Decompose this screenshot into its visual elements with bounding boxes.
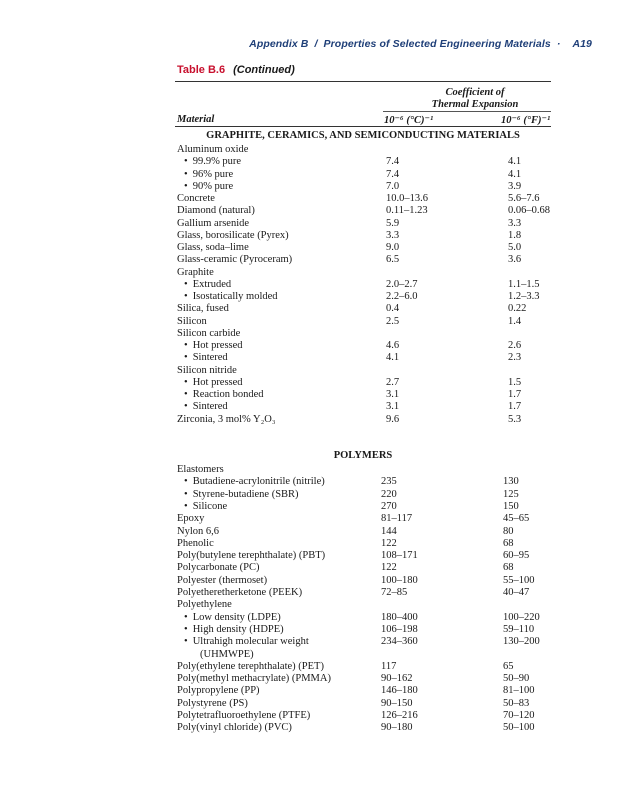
value-celsius: 270: [381, 500, 397, 512]
running-head-separator: /: [314, 38, 318, 50]
material-name: • Silicone: [184, 501, 227, 513]
material-name: Epoxy: [177, 513, 205, 525]
value-fahrenheit: 3.3: [508, 217, 522, 229]
value-fahrenheit: 1.7: [508, 389, 522, 400]
value-fahrenheit: 5.0: [508, 242, 522, 253]
value-fahrenheit: 4.1: [508, 156, 522, 168]
value-fahrenheit: 65: [503, 660, 514, 672]
value-celsius: 9.0: [386, 242, 400, 253]
value-celsius: 106–198: [381, 623, 418, 635]
value-celsius: 90–162: [381, 673, 413, 685]
value-celsius: 5.9: [386, 217, 400, 229]
table-top-rule: [175, 81, 551, 82]
material-name: Poly(ethylene terephthalate) (PET): [177, 660, 324, 672]
material-name: Polytetrafluoroethylene (PTFE): [177, 710, 311, 721]
section-title-ceramics: GRAPHITE, CERAMICS, AND SEMICONDUCTING MATERIALS: [206, 130, 520, 141]
value-fahrenheit: 2.6: [508, 340, 522, 351]
value-celsius: 0.11–1.23: [386, 205, 428, 217]
value-fahrenheit: 150: [503, 500, 519, 512]
value-fahrenheit: 40–47: [503, 587, 530, 598]
value-fahrenheit: 50–90: [503, 673, 530, 685]
value-fahrenheit: 59–110: [503, 623, 535, 635]
material-name: Concrete: [177, 193, 215, 204]
value-fahrenheit: 45–65: [503, 513, 530, 525]
value-fahrenheit: 1.4: [508, 315, 522, 327]
value-celsius: 2.0–2.7: [386, 278, 418, 290]
material-name: • Butadiene-acrylonitrile (nitrile): [184, 476, 325, 488]
value-fahrenheit: 0.22: [508, 303, 527, 315]
value-celsius: 10.0–13.6: [386, 193, 428, 204]
material-name: Polypropylene (PP): [177, 685, 260, 697]
material-name: Graphite: [177, 266, 214, 278]
value-celsius: 2.5: [386, 315, 400, 327]
material-name: Glass, soda–lime: [177, 242, 249, 253]
material-name: Polyester (thermoset): [177, 574, 268, 586]
value-fahrenheit: 1.1–1.5: [508, 278, 540, 290]
value-celsius: 7.0: [386, 180, 400, 192]
value-fahrenheit: 130–200: [503, 636, 540, 648]
material-name: Poly(vinyl chloride) (PVC): [177, 722, 292, 734]
value-fahrenheit: 60–95: [503, 550, 530, 562]
value-celsius: 220: [381, 488, 397, 500]
value-fahrenheit: 55–100: [503, 574, 535, 586]
material-name: Phenolic: [177, 537, 214, 549]
value-celsius: 2.2–6.0: [386, 291, 418, 302]
header-unit-fahrenheit: 10⁻⁶ (°F)⁻¹: [501, 115, 551, 126]
value-celsius: 3.1: [386, 389, 400, 400]
material-name: Aluminum oxide: [177, 144, 249, 155]
value-fahrenheit: 50–100: [503, 722, 535, 734]
material-name: • Low density (LDPE): [184, 612, 281, 624]
value-fahrenheit: 4.1: [508, 168, 522, 180]
value-fahrenheit: 100–220: [503, 611, 540, 623]
value-celsius: 146–180: [381, 685, 418, 697]
material-name: • Hot pressed: [184, 340, 243, 352]
value-fahrenheit: 130: [503, 476, 519, 488]
material-name: • Isostatically molded: [184, 291, 278, 303]
value-fahrenheit: 125: [503, 488, 519, 500]
table-continued: (Continued): [233, 64, 295, 76]
value-celsius: 3.1: [386, 401, 400, 413]
value-fahrenheit: 80: [503, 525, 514, 537]
material-name: • Sintered: [184, 401, 228, 413]
header-coef-line1: Coefficient of: [445, 87, 505, 98]
material-name: Glass-ceramic (Pyroceram): [177, 254, 293, 266]
value-celsius: 72–85: [381, 587, 408, 598]
material-name: Silicon carbide: [177, 327, 241, 339]
material-name: • 90% pure: [184, 181, 233, 193]
value-fahrenheit: 2.3: [508, 352, 522, 364]
header-bottom-rule: [175, 126, 551, 127]
material-name: Polyetheretherketone (PEEK): [177, 587, 303, 598]
value-celsius: 180–400: [381, 611, 418, 623]
material-name: Silicon nitride: [177, 364, 237, 376]
value-celsius: 3.3: [386, 229, 400, 241]
value-celsius: 122: [381, 562, 397, 574]
material-name: • Extruded: [184, 279, 231, 291]
value-celsius: 144: [381, 525, 397, 537]
material-name: Silica, fused: [177, 303, 229, 315]
value-celsius: 90–150: [381, 697, 413, 709]
value-fahrenheit: 1.7: [508, 401, 522, 413]
running-head-dot: ·: [556, 38, 561, 50]
value-fahrenheit: 1.2–3.3: [508, 291, 540, 302]
appendix-label: Appendix B: [249, 38, 309, 50]
value-celsius: 126–216: [381, 710, 418, 721]
section-title-polymers: POLYMERS: [333, 450, 393, 461]
value-fahrenheit: 68: [503, 537, 514, 549]
value-celsius: 117: [381, 660, 397, 672]
material-name: • Ultrahigh molecular weight: [184, 636, 309, 648]
material-name: Glass, borosilicate (Pyrex): [177, 229, 289, 241]
value-celsius: 235: [381, 476, 397, 488]
value-celsius: 108–171: [381, 550, 418, 562]
material-name: Polyethylene: [177, 599, 232, 611]
value-fahrenheit: 70–120: [503, 710, 535, 721]
material-name: Polycarbonate (PC): [177, 562, 260, 574]
material-name: • Styrene-butadiene (SBR): [184, 489, 299, 501]
value-fahrenheit: 50–83: [503, 697, 530, 709]
header-span-rule: [383, 111, 551, 112]
appendix-title: Properties of Selected Engineering Materials: [323, 38, 551, 50]
material-name: • Hot pressed: [184, 377, 243, 389]
table-title: [177, 64, 295, 76]
material-name: • 96% pure: [184, 169, 233, 181]
material-name: Silicon: [177, 315, 207, 327]
value-fahrenheit: 1.8: [508, 229, 522, 241]
material-name: Elastomers: [177, 464, 224, 475]
material-name: • Sintered: [184, 352, 228, 364]
value-celsius: 7.4: [386, 156, 400, 168]
value-celsius: 234–360: [381, 636, 418, 648]
value-fahrenheit: 1.5: [508, 376, 522, 388]
value-celsius: 6.5: [386, 254, 400, 266]
material-name: • 99.9% pure: [184, 156, 241, 168]
material-name: Nylon 6,6: [177, 525, 219, 537]
value-celsius: 7.4: [386, 168, 400, 180]
value-fahrenheit: 3.6: [508, 254, 522, 266]
material-name: Poly(methyl methacrylate) (PMMA): [177, 673, 331, 685]
value-celsius: 2.7: [386, 376, 400, 388]
header-material: Material: [177, 114, 215, 125]
material-name: Diamond (natural): [177, 205, 255, 217]
value-fahrenheit: 68: [503, 562, 514, 574]
material-name: Poly(butylene terephthalate) (PBT): [177, 550, 326, 562]
header-unit-celsius: 10⁻⁶ (°C)⁻¹: [384, 115, 434, 126]
material-name: (UHMWPE): [200, 648, 254, 660]
value-fahrenheit: 81–100: [503, 685, 535, 697]
running-head: [0, 38, 592, 50]
page-number: A19: [572, 38, 592, 50]
value-celsius: 0.4: [386, 303, 400, 315]
value-fahrenheit: 5.3: [508, 413, 522, 425]
header-coefficient: [400, 87, 550, 111]
value-celsius: 122: [381, 537, 397, 549]
material-name: • Reaction bonded: [184, 389, 264, 401]
value-fahrenheit: 3.9: [508, 180, 522, 192]
value-celsius: 9.6: [386, 413, 400, 425]
value-celsius: 4.6: [386, 340, 400, 351]
table-number: Table B.6: [177, 64, 226, 76]
header-coef-line2: Thermal Expansion: [431, 99, 519, 110]
material-name: Zirconia, 3 mol% Y₂O₃: [177, 413, 276, 425]
value-fahrenheit: 5.6–7.6: [508, 193, 540, 204]
value-celsius: 4.1: [386, 352, 400, 364]
value-celsius: 90–180: [381, 722, 413, 734]
material-name: Polystyrene (PS): [177, 697, 248, 709]
value-celsius: 81–117: [381, 513, 413, 525]
material-name: • High density (HDPE): [184, 624, 284, 636]
material-name: Gallium arsenide: [177, 217, 250, 229]
value-fahrenheit: 0.06–0.68: [508, 205, 550, 217]
value-celsius: 100–180: [381, 574, 418, 586]
